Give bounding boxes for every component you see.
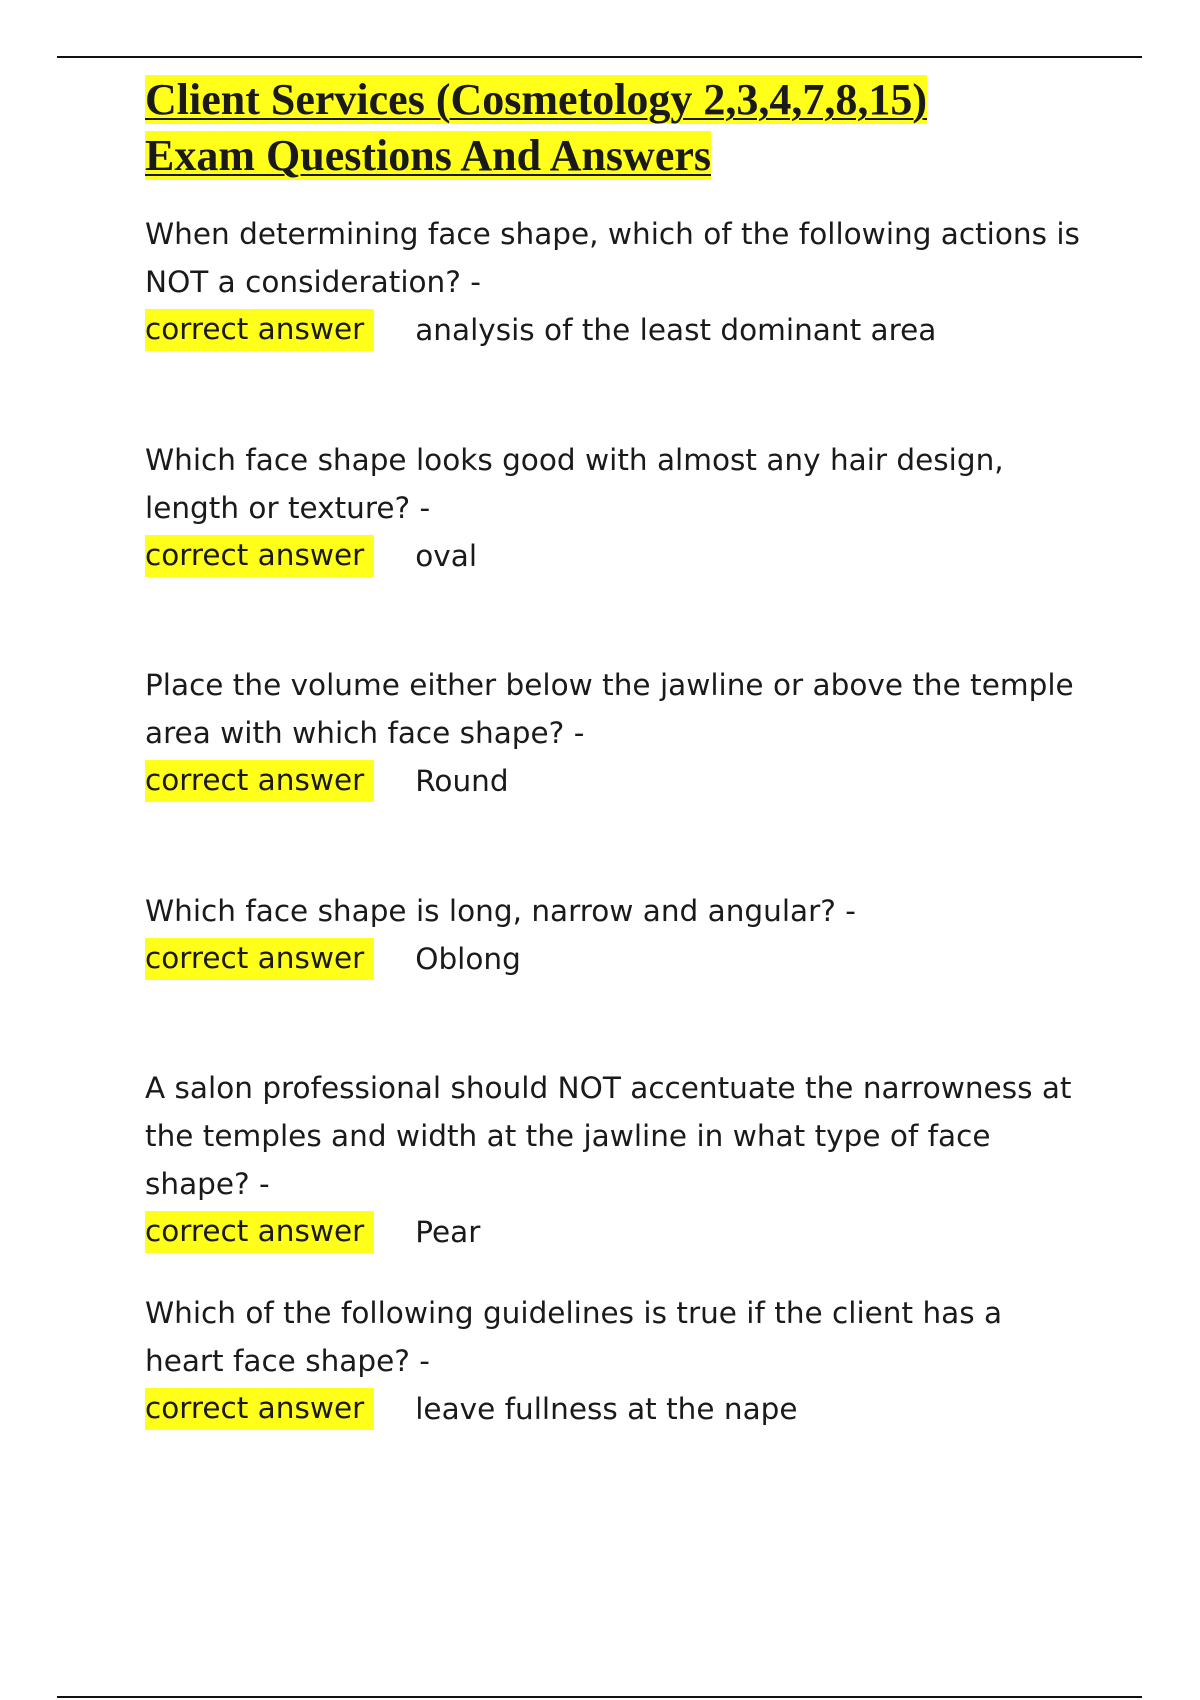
qa-item bbox=[145, 210, 1085, 436]
document-title bbox=[145, 72, 1085, 184]
answer-row bbox=[145, 757, 1085, 805]
correct-answer-label: correct answer bbox=[145, 938, 374, 980]
question-text: Which of the following guidelines is true if the client has a heart face shape? - bbox=[145, 1296, 1003, 1378]
qa-item bbox=[145, 1064, 1085, 1289]
answer-row bbox=[145, 935, 1085, 983]
document-body bbox=[145, 72, 1085, 1433]
answer-text: analysis of the least dominant area bbox=[415, 313, 937, 347]
answer-row bbox=[145, 1208, 1085, 1256]
question-text: Which face shape is long, narrow and angular? - bbox=[145, 894, 856, 928]
correct-answer-label: correct answer bbox=[145, 760, 374, 802]
answer-text: Pear bbox=[415, 1215, 481, 1249]
question-text: A salon professional should NOT accentuate the narrowness at the temples and width at the jawline in what type of face shape? - bbox=[145, 1071, 1072, 1201]
question-text: When determining face shape, which of the following actions is NOT a consideration? - bbox=[145, 217, 1080, 299]
qa-item bbox=[145, 1289, 1085, 1433]
qa-item bbox=[145, 887, 1085, 1064]
answer-text: oval bbox=[415, 539, 478, 573]
qa-list bbox=[145, 210, 1085, 1433]
answer-text: Round bbox=[415, 764, 509, 798]
question-text: Which face shape looks good with almost any hair design, length or texture? - bbox=[145, 443, 1004, 525]
answer-text: leave fullness at the nape bbox=[415, 1392, 798, 1426]
answer-text: Oblong bbox=[415, 942, 521, 976]
title-line-2: Exam Questions And Answers bbox=[145, 131, 712, 180]
qa-item bbox=[145, 436, 1085, 661]
answer-row bbox=[145, 1385, 1085, 1433]
correct-answer-label: correct answer bbox=[145, 1211, 374, 1253]
answer-row bbox=[145, 532, 1085, 580]
qa-item bbox=[145, 661, 1085, 887]
answer-row bbox=[145, 306, 1085, 354]
correct-answer-label: correct answer bbox=[145, 309, 374, 351]
top-rule bbox=[57, 56, 1142, 58]
correct-answer-label: correct answer bbox=[145, 1388, 374, 1430]
correct-answer-label: correct answer bbox=[145, 535, 374, 577]
question-text: Place the volume either below the jawline or above the temple area with which face shape? - bbox=[145, 668, 1074, 750]
bottom-rule bbox=[57, 1696, 1142, 1698]
title-line-1: Client Services (Cosmetology 2,3,4,7,8,15) bbox=[145, 75, 928, 124]
